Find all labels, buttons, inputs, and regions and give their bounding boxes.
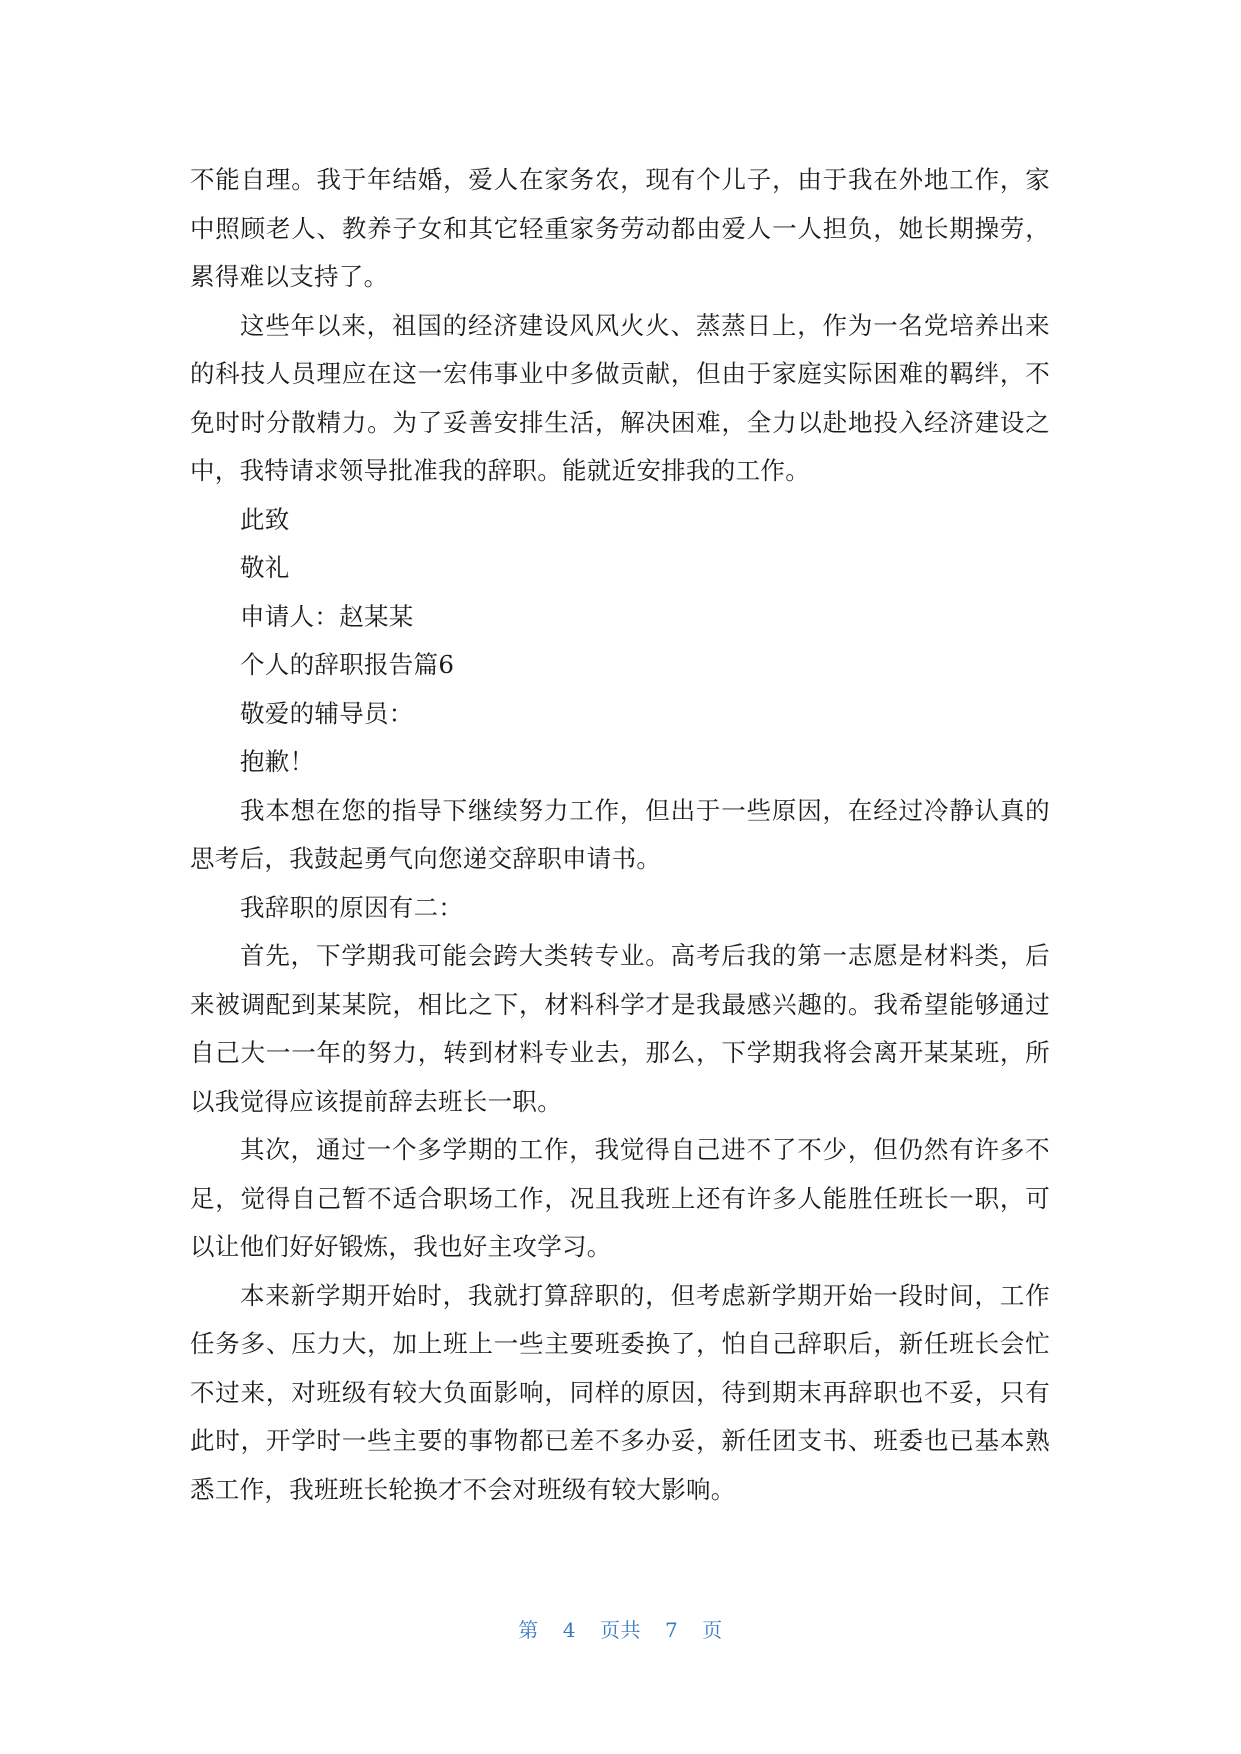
section-title: 个人的辞职报告篇6 — [240, 650, 455, 679]
current-page-number: 4 — [562, 1618, 576, 1642]
paragraph: 抱歉！ — [240, 747, 315, 776]
paragraph: 我本想在您的指导下继续努力工作，但出于一些原因，在经过冷静认真的思考后，我鼓起勇气向您递交辞职申请书。 — [190, 795, 1050, 873]
closing-greeting: 敬礼 — [240, 553, 290, 582]
paragraph: 本来新学期开始时，我就打算辞职的，但考虑新学期开始一段时间，工作任务多、压力大，加上班上一些主要班委换了，怕自己辞职后，新任班长会忙不过来，对班级有较大负面影响，同样的原因，待到期末再辞职也不妥，只有此时，开学时一些主要的事物都已差不多办妥，新任团支书、班委也已基本熟悉工作，我班班长轮换才不会对班级有较大影响。 — [190, 1280, 1050, 1504]
page-label-prefix: 第 — [518, 1618, 539, 1642]
paragraph: 其次，通过一个多学期的工作，我觉得自己进不了不少，但仍然有许多不足，觉得自己暂不适合职场工作，况且我班上还有许多人能胜任班长一职，可以让他们好好锻炼，我也好主攻学习。 — [190, 1135, 1050, 1261]
paragraph: 不能自理。我于年结婚，爱人在家务农，现有个儿子，由于我在外地工作，家中照顾老人、教养子女和其它轻重家务劳动都由爱人一人担负，她长期操劳，累得难以支持了。 — [190, 165, 1050, 291]
paragraph: 我辞职的原因有二： — [240, 892, 464, 922]
total-pages-number: 7 — [665, 1618, 679, 1642]
paragraph: 首先，下学期我可能会跨大类转专业。高考后我的第一志愿是材料类，后来被调配到某某院，相比之下，材料科学才是我最感兴趣的。我希望能够通过自己大一一年的努力，转到材料专业去，那么，下学期我将会离开某某班，所以我觉得应该提前辞去班长一职。 — [190, 941, 1050, 1116]
page-label-mid: 页共 — [600, 1618, 641, 1642]
page-label-suffix: 页 — [702, 1618, 723, 1642]
paragraph: 这些年以来，祖国的经济建设风风火火、蒸蒸日上，作为一名党培养出来的科技人员理应在这一宏伟事业中多做贡献，但由于家庭实际困难的羁绊，不免时时分散精力。为了妥善安排生活，解决困难，全力以赴地投入经济建设之中，我特请求领导批准我的辞职。能就近安排我的工作。 — [190, 310, 1050, 485]
document-body — [190, 156, 1050, 1514]
page-footer — [0, 1614, 1241, 1643]
closing-salutation: 此致 — [240, 504, 290, 534]
addressee: 敬爱的辅导员： — [240, 698, 414, 728]
applicant-signature: 申请人：赵某某 — [240, 601, 414, 631]
